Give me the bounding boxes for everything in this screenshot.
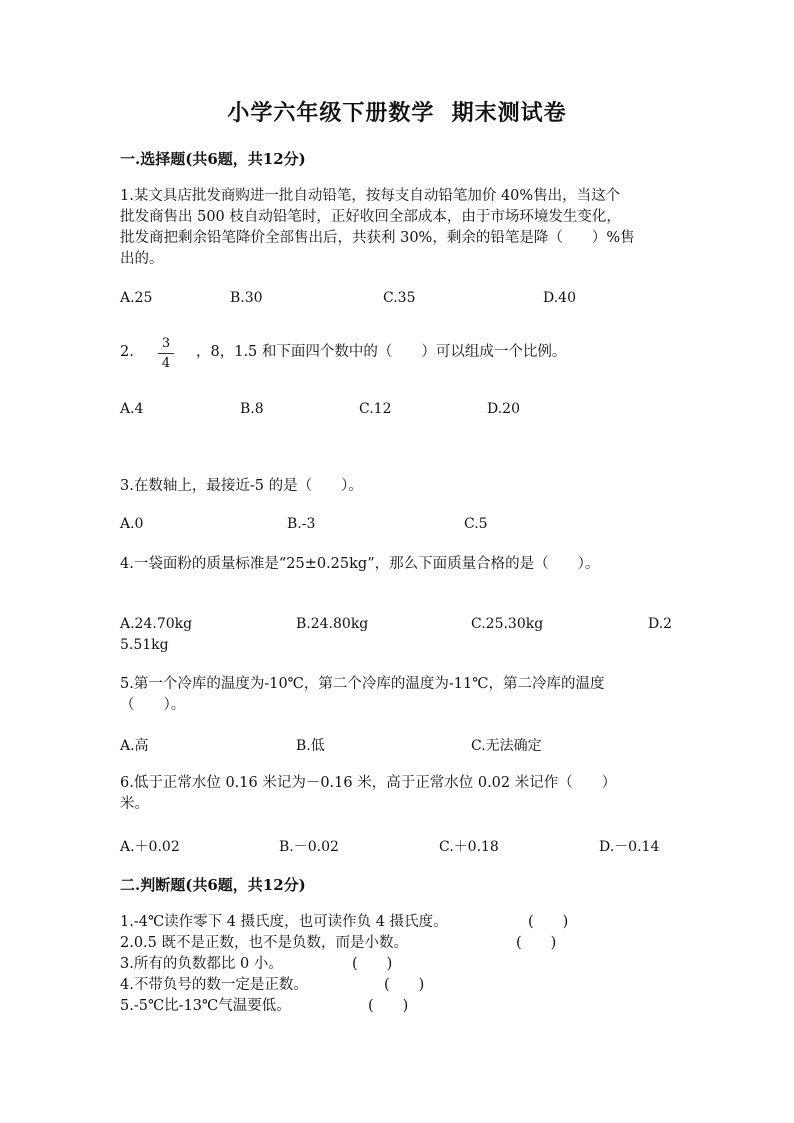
answer-paren: ( ) xyxy=(384,977,425,993)
judgement-item: 5.-5℃比-13℃气温要低。 xyxy=(120,998,291,1014)
judgement-item: 2.0.5 既不是正数，也不是负数，而是小数。 xyxy=(120,935,409,951)
question-5-line: 5.第一个冷库的温度为-10℃，第二个冷库的温度为-11℃，第二冷库的温度 xyxy=(120,676,605,692)
question-1-line: 批发商售出 500 枝自动铅笔时，正好收回全部成本，由于市场环境发生变化， xyxy=(120,209,621,225)
question-2-text: ，8，1.5 和下面四个数中的（ ）可以组成一个比例。 xyxy=(196,344,567,360)
option-c: C.25.30kg xyxy=(471,616,544,632)
answer-paren: ( ) xyxy=(516,935,557,951)
judgement-item: 4.不带负号的数一定是正数。 xyxy=(120,977,308,993)
question-1-line: 批发商把剩余铅笔降价全部售出后，共获利 30%，剩余的铅笔是降（ ）%售 xyxy=(120,230,635,246)
question-1-line: 1.某文具店批发商购进一批自动铅笔，按每支自动铅笔加价 40%售出，当这个 xyxy=(120,188,621,204)
fraction xyxy=(158,336,174,371)
option-d: D.40 xyxy=(543,290,576,306)
option-a: A.25 xyxy=(120,290,153,306)
fraction-bar xyxy=(158,353,174,354)
question-1-line: 出的。 xyxy=(120,251,164,267)
question-6-line: 6.低于正常水位 0.16 米记为－0.16 米，高于正常水位 0.02 米记作（ ） xyxy=(120,775,617,791)
question-4-text: 4.一袋面粉的质量标准是“25±0.25kg”，那么下面质量合格的是（ ）。 xyxy=(120,556,600,572)
option-c: C.＋0.18 xyxy=(439,839,499,855)
option-c: C.5 xyxy=(464,516,488,532)
option-a: A.高 xyxy=(120,738,149,754)
option-c: C.12 xyxy=(359,401,392,417)
option-b: B.-3 xyxy=(287,516,316,532)
answer-paren: ( ) xyxy=(528,914,569,930)
option-a: A.4 xyxy=(120,401,144,417)
answer-paren: ( ) xyxy=(368,998,409,1014)
judgement-item: 3.所有的负数都比 0 小。 xyxy=(120,956,283,972)
option-d: D.2 xyxy=(648,616,673,632)
option-d: D.－0.14 xyxy=(599,839,660,855)
option-b: B.24.80kg xyxy=(296,616,369,632)
page-title: 小学六年级下册数学 期末测试卷 xyxy=(227,100,567,126)
option-b: B.8 xyxy=(240,401,264,417)
option-c: C.35 xyxy=(383,290,416,306)
option-d-wrap: 5.51kg xyxy=(120,637,169,653)
option-b: B.低 xyxy=(296,738,325,754)
judgement-item: 1.-4℃读作零下 4 摄氏度，也可读作负 4 摄氏度。 xyxy=(120,914,448,930)
option-a: A.24.70kg xyxy=(120,616,193,632)
option-c: C.无法确定 xyxy=(471,738,542,754)
question-6-line: 米。 xyxy=(120,796,149,812)
question-3-text: 3.在数轴上，最接近-5 的是（ ）。 xyxy=(120,478,363,494)
answer-paren: ( ) xyxy=(352,956,393,972)
option-a: A.＋0.02 xyxy=(120,839,180,855)
fraction-denominator: 4 xyxy=(161,356,171,371)
question-5-line: （ ）。 xyxy=(120,697,186,713)
section-heading-choice: 一.选择题(共6题，共12分) xyxy=(120,150,306,168)
section-heading-judgement: 二.判断题(共6题，共12分) xyxy=(120,876,306,894)
fraction-numerator: 3 xyxy=(161,336,171,351)
option-b: B.－0.02 xyxy=(279,839,339,855)
option-a: A.0 xyxy=(120,516,144,532)
option-b: B.30 xyxy=(230,290,263,306)
option-d: D.20 xyxy=(487,401,520,417)
question-2-number: 2. xyxy=(120,344,134,360)
